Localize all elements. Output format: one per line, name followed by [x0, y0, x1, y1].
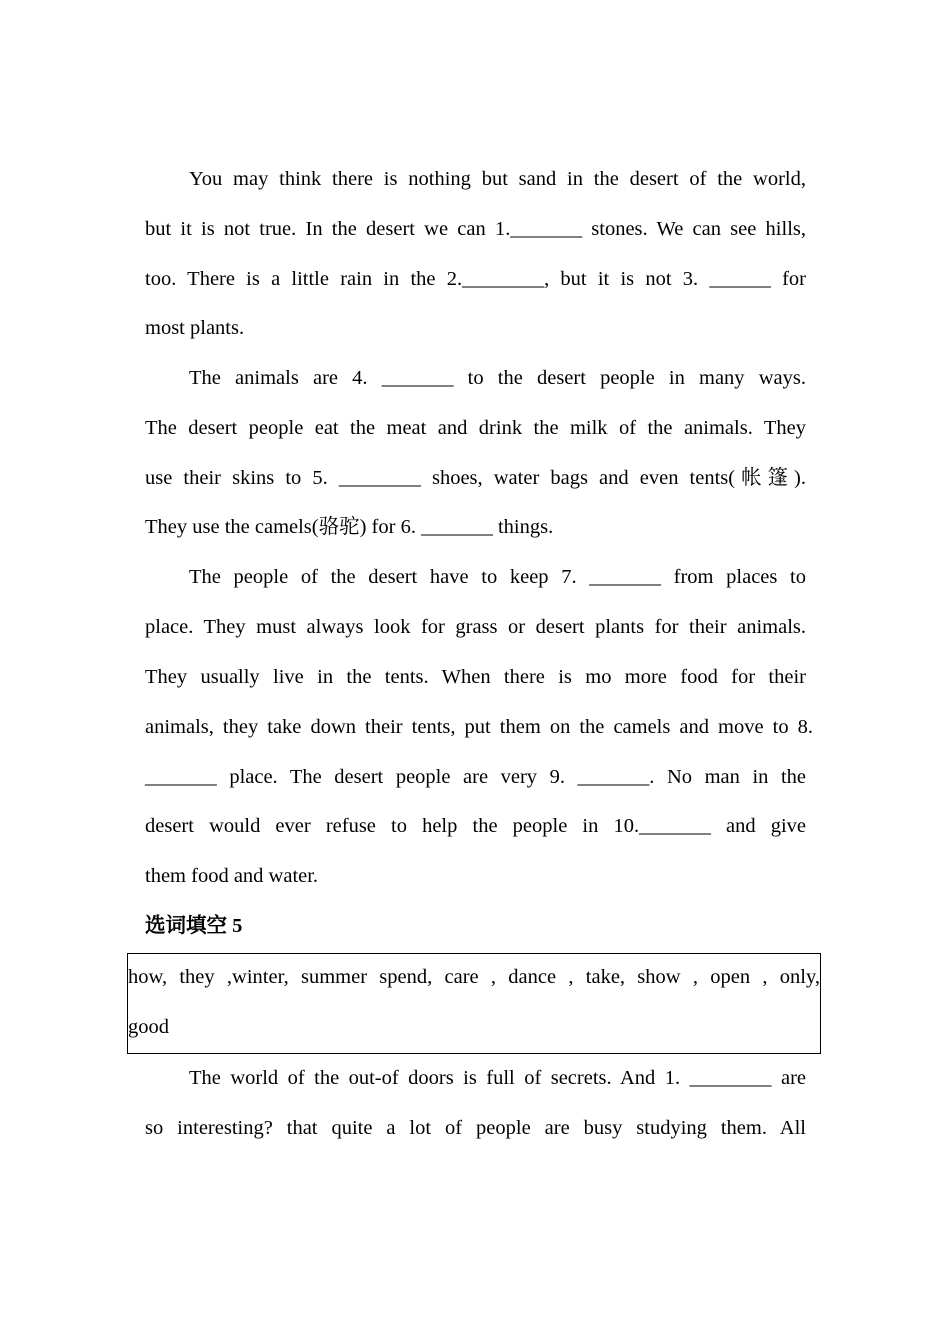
passage1-line-1: You may think there is nothing but sand in the desert of the world, — [189, 168, 806, 190]
passage2-line-2: so interesting? that quite a lot of people are busy studying them. All — [145, 1117, 806, 1139]
passage1-line-11: They usually live in the tents. When there is mo more food for their — [145, 666, 806, 688]
passage1-line-6: The desert people eat the meat and drink the milk of the animals. They — [145, 417, 806, 439]
passage1-line-12: animals, they take down their tents, put them on the camels and move to 8. — [145, 716, 813, 738]
passage1-line-5: The animals are 4. _______ to the desert people in many ways. — [189, 367, 806, 389]
passage1-line-3: too. There is a little rain in the 2.________, but it is not 3. ______ for — [145, 268, 806, 290]
passage1-line-10: place. They must always look for grass or desert plants for their animals. — [145, 616, 806, 638]
section-heading: 选词填空 5 — [145, 915, 243, 937]
passage2-line-1: The world of the out-of doors is full of secrets. And 1. ________ are — [189, 1067, 806, 1089]
passage1-line-13: _______ place. The desert people are very 9. _______. No man in the — [145, 766, 806, 788]
passage1-line-4: most plants. — [145, 317, 245, 339]
passage1-line-2: but it is not true. In the desert we can 1._______ stones. We can see hills, — [145, 218, 806, 240]
passage1-line-7: use their skins to 5. ________ shoes, water bags and even tents(帐篷). — [145, 467, 806, 489]
passage1-line-14: desert would ever refuse to help the people in 10._______ and give — [145, 815, 806, 837]
word-bank-line-2: good — [128, 1016, 169, 1038]
word-bank-line-1: how, they ,winter, summer spend, care , dance , take, show , open , only, — [128, 966, 820, 988]
passage1-line-8: They use the camels(骆驼) for 6. _______ things. — [145, 516, 554, 538]
word-bank-box — [127, 953, 821, 1054]
passage1-line-9: The people of the desert have to keep 7. _______ from places to — [189, 566, 806, 588]
passage1-line-15: them food and water. — [145, 865, 319, 887]
